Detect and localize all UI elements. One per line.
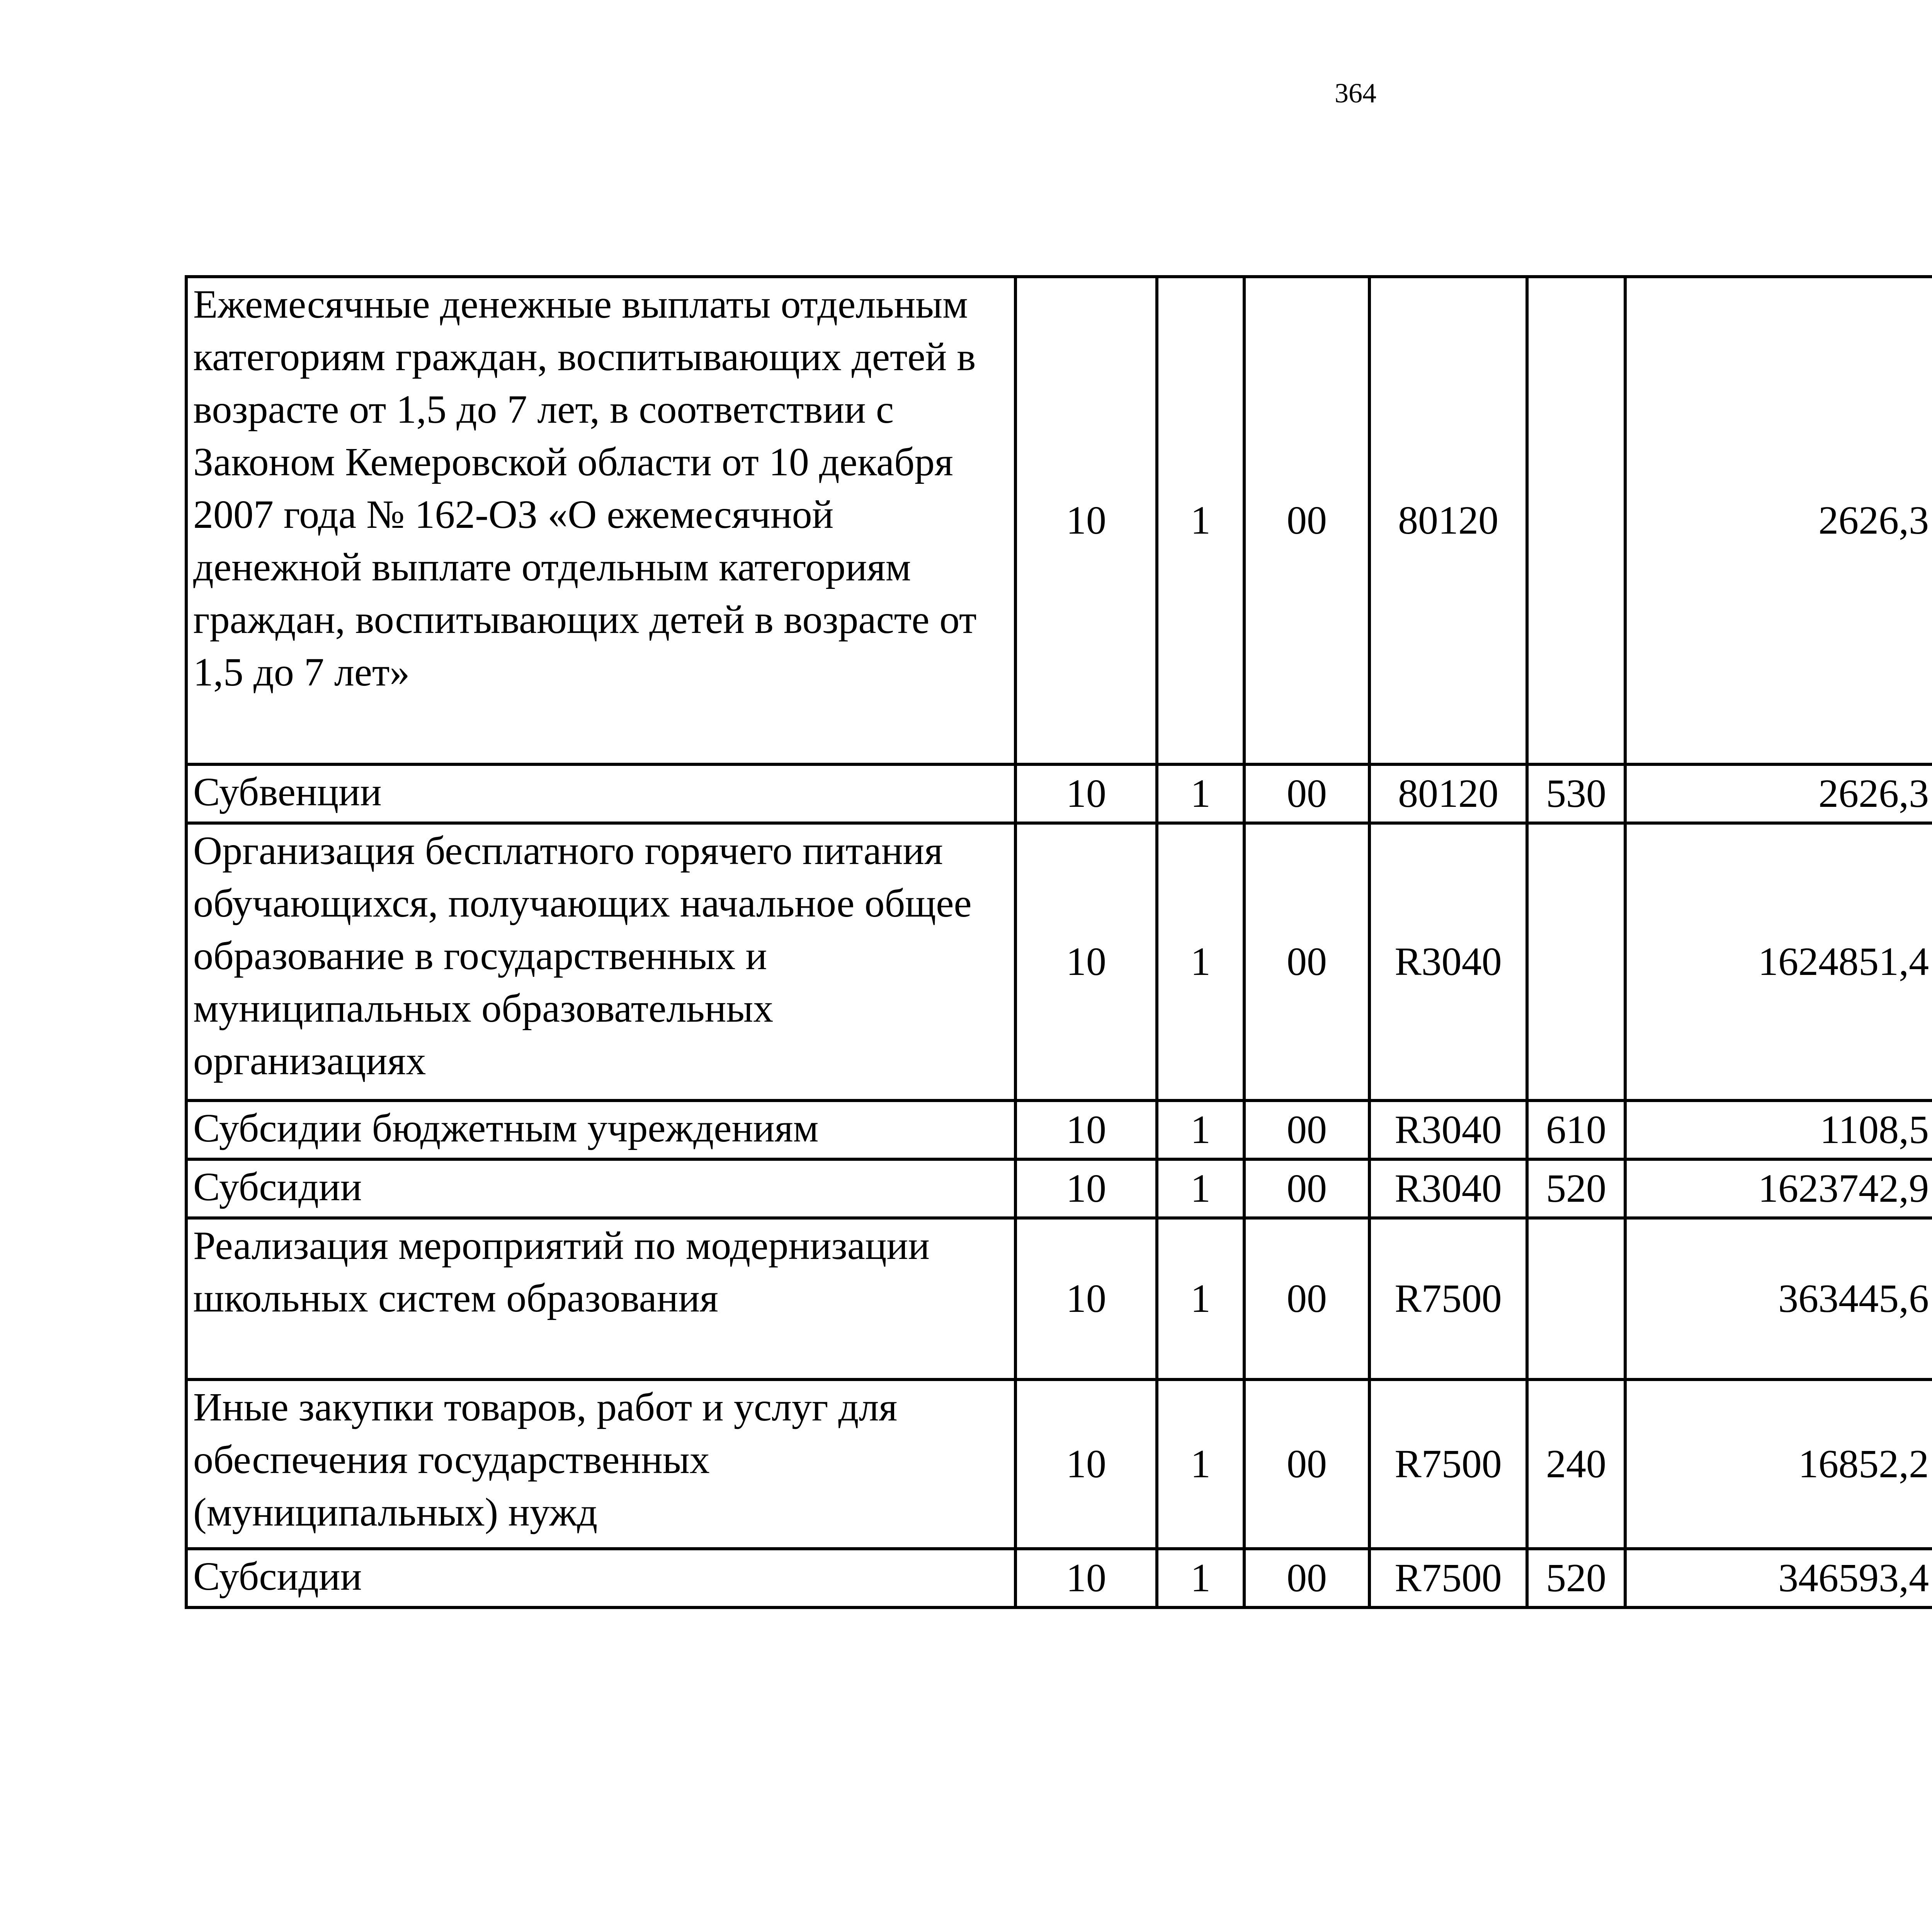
program-code: 00 xyxy=(1244,277,1369,764)
amount-1: 346593,4 xyxy=(1625,1549,1932,1607)
expense-type-code xyxy=(1527,1218,1625,1379)
article-code: R7500 xyxy=(1369,1379,1527,1549)
row-name: Субсидии xyxy=(186,1159,1015,1218)
row-name: Иные закупки товаров, работ и услуг для обеспечения государственных (муниципальных) нужд xyxy=(186,1379,1015,1549)
table-row xyxy=(186,1549,1932,1607)
amount-1: 363445,6 xyxy=(1625,1218,1932,1379)
amount-1: 1108,5 xyxy=(1625,1101,1932,1159)
table-row xyxy=(186,1159,1932,1218)
expense-type-code xyxy=(1527,277,1625,764)
expense-type-code xyxy=(1527,823,1625,1101)
table-row xyxy=(186,1101,1932,1159)
program-code: 00 xyxy=(1244,1549,1369,1607)
row-name: Реализация мероприятий по модернизации школьных систем образования xyxy=(186,1218,1015,1379)
section-code: 10 xyxy=(1015,764,1157,823)
program-code: 00 xyxy=(1244,764,1369,823)
amount-1: 2626,3 xyxy=(1625,764,1932,823)
page-number: 364 xyxy=(1335,78,1376,109)
program-code: 00 xyxy=(1244,1218,1369,1379)
article-code: 80120 xyxy=(1369,764,1527,823)
section-code: 10 xyxy=(1015,1101,1157,1159)
row-name: Субсидии бюджетным учреждениям xyxy=(186,1101,1015,1159)
article-code: R7500 xyxy=(1369,1218,1527,1379)
subsection-code: 1 xyxy=(1157,764,1244,823)
article-code: R3040 xyxy=(1369,823,1527,1101)
program-code: 00 xyxy=(1244,1101,1369,1159)
program-code: 00 xyxy=(1244,1159,1369,1218)
table-row xyxy=(186,764,1932,823)
amount-1: 16852,2 xyxy=(1625,1379,1932,1549)
article-code: R7500 xyxy=(1369,1549,1527,1607)
article-code: 80120 xyxy=(1369,277,1527,764)
subsection-code: 1 xyxy=(1157,1549,1244,1607)
expense-type-code: 520 xyxy=(1527,1549,1625,1607)
expense-type-code: 520 xyxy=(1527,1159,1625,1218)
subsection-code: 1 xyxy=(1157,277,1244,764)
expense-type-code: 240 xyxy=(1527,1379,1625,1549)
amount-1: 1623742,9 xyxy=(1625,1159,1932,1218)
subsection-code: 1 xyxy=(1157,1379,1244,1549)
table-row xyxy=(186,823,1932,1101)
article-code: R3040 xyxy=(1369,1101,1527,1159)
expense-type-code: 610 xyxy=(1527,1101,1625,1159)
table-row xyxy=(186,277,1932,764)
section-code: 10 xyxy=(1015,277,1157,764)
amount-1: 1624851,4 xyxy=(1625,823,1932,1101)
row-name: Субсидии xyxy=(186,1549,1015,1607)
program-code: 00 xyxy=(1244,1379,1369,1549)
subsection-code: 1 xyxy=(1157,823,1244,1101)
budget-table xyxy=(185,275,1932,1609)
row-name: Ежемесячные денежные выплаты отдельным категориям граждан, воспитывающих детей в возрасте от 1,5 до 7 лет, в соответствии с Законом Кемеровской области от 10 декабря 2007 года № 162-ОЗ «О ежемесячной денежной выплате отдельным категориям граждан, воспитывающих детей в возрасте от 1,5 до 7 лет» xyxy=(186,277,1015,764)
amount-1: 2626,3 xyxy=(1625,277,1932,764)
row-name: Субвенции xyxy=(186,764,1015,823)
subsection-code: 1 xyxy=(1157,1101,1244,1159)
section-code: 10 xyxy=(1015,1218,1157,1379)
section-code: 10 xyxy=(1015,1549,1157,1607)
table-row xyxy=(186,1379,1932,1549)
table-body xyxy=(186,277,1932,1607)
section-code: 10 xyxy=(1015,1379,1157,1549)
table-row xyxy=(186,1218,1932,1379)
row-name: Организация бесплатного горячего питания обучающихся, получающих начальное общее образование в государственных и муниципальных образовательных организациях xyxy=(186,823,1015,1101)
section-code: 10 xyxy=(1015,1159,1157,1218)
article-code: R3040 xyxy=(1369,1159,1527,1218)
expense-type-code: 530 xyxy=(1527,764,1625,823)
section-code: 10 xyxy=(1015,823,1157,1101)
subsection-code: 1 xyxy=(1157,1159,1244,1218)
subsection-code: 1 xyxy=(1157,1218,1244,1379)
program-code: 00 xyxy=(1244,823,1369,1101)
